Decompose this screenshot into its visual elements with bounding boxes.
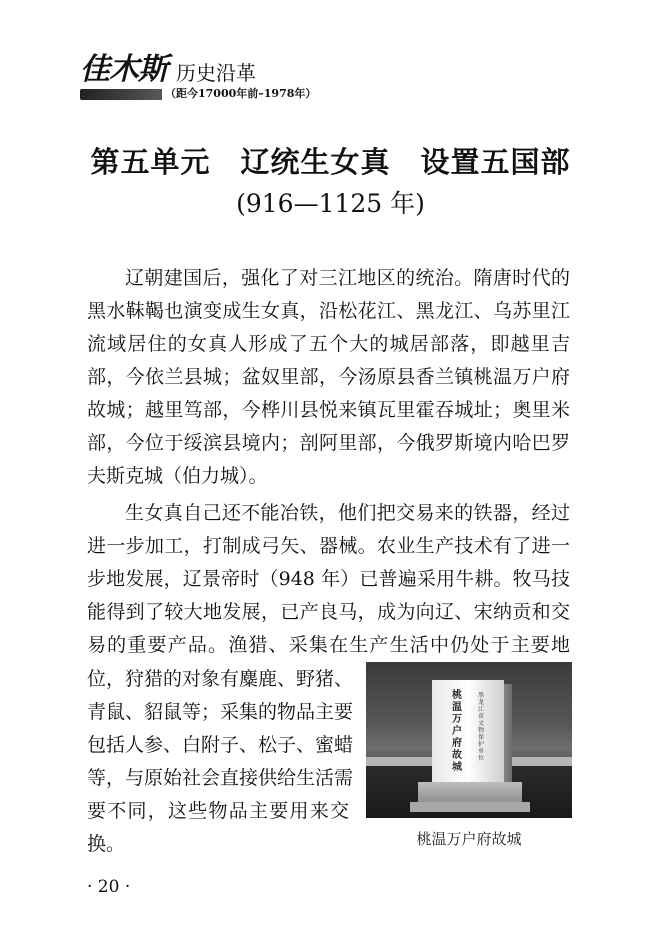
- photo-caption: 桃温万户府故城: [416, 830, 522, 848]
- text-line: 流域居住的女真人形成了五个大的城居部落，即越里吉: [87, 333, 570, 355]
- text-line: 故城；越里笃部，今桦川县悦来镇瓦里霍吞城址；奥里米: [87, 399, 570, 421]
- unit-title: 第五单元 辽统生女真 设置五国部: [90, 145, 571, 179]
- text-line: 位，狩猎的对象有麋鹿、野猪、: [87, 668, 354, 690]
- book-header: [80, 52, 320, 108]
- text-line: 换。: [87, 833, 126, 855]
- text-line: 包括人参、白附子、松子、蜜蜡: [87, 734, 354, 756]
- text-line: 青鼠、貂鼠等；采集的物品主要: [87, 701, 354, 723]
- stele-base: [418, 782, 522, 804]
- page-number: · 20 ·: [87, 877, 131, 897]
- text-line: 能得到了较大地发展，已产良马，成为向辽、宋纳贡和交: [87, 601, 570, 623]
- stele-inscription: 桃温万户府故城: [452, 690, 462, 773]
- stele-stone: [432, 680, 504, 786]
- text-line: 辽朝建国后，强化了对三江地区的统治。隋唐时代的: [125, 267, 570, 289]
- text-line: 步地发展，辽景帝时（948 年）已普遍采用牛耕。牧马技: [87, 568, 570, 590]
- unit-years: (916—1125 年): [236, 189, 425, 218]
- book-period: （距今17000年前–1978年）: [162, 87, 319, 101]
- text-line: 部，今位于绥滨县境内；剖阿里部，今俄罗斯境内哈巴罗: [87, 432, 570, 454]
- book-brand: 佳木斯: [80, 52, 167, 87]
- text-line: 要不同，这些物品主要用来交: [87, 800, 349, 822]
- text-line: 夫斯克城（伯力城）。: [87, 465, 268, 487]
- text-line: 进一步加工，打制成弓矢、器械。农业生产技术有了进一: [87, 535, 570, 557]
- text-line: 等，与原始社会直接供给生活需: [87, 767, 354, 789]
- text-line: 黑水靺鞨也演变成生女真，沿松花江、黑龙江、乌苏里江: [87, 300, 570, 322]
- paragraph-1: [87, 262, 570, 493]
- stele-photo: [366, 662, 572, 818]
- text-line: 生女真自己还不能冶铁，他们把交易来的铁器，经过: [125, 502, 570, 524]
- paragraph-2: [87, 497, 570, 662]
- paragraph-2-wrap: [87, 663, 354, 861]
- stele-small-inscription: 黑龙江省文物保护单位: [478, 692, 485, 762]
- text-line: 易的重要产品。渔猎、采集在生产生活中仍处于主要地: [87, 634, 570, 656]
- book-subtitle: 历史沿革: [176, 61, 256, 85]
- text-line: 部，今依兰县城；盆奴里部，今汤原县香兰镇桃温万户府: [87, 366, 570, 388]
- stele-platform: [410, 802, 530, 812]
